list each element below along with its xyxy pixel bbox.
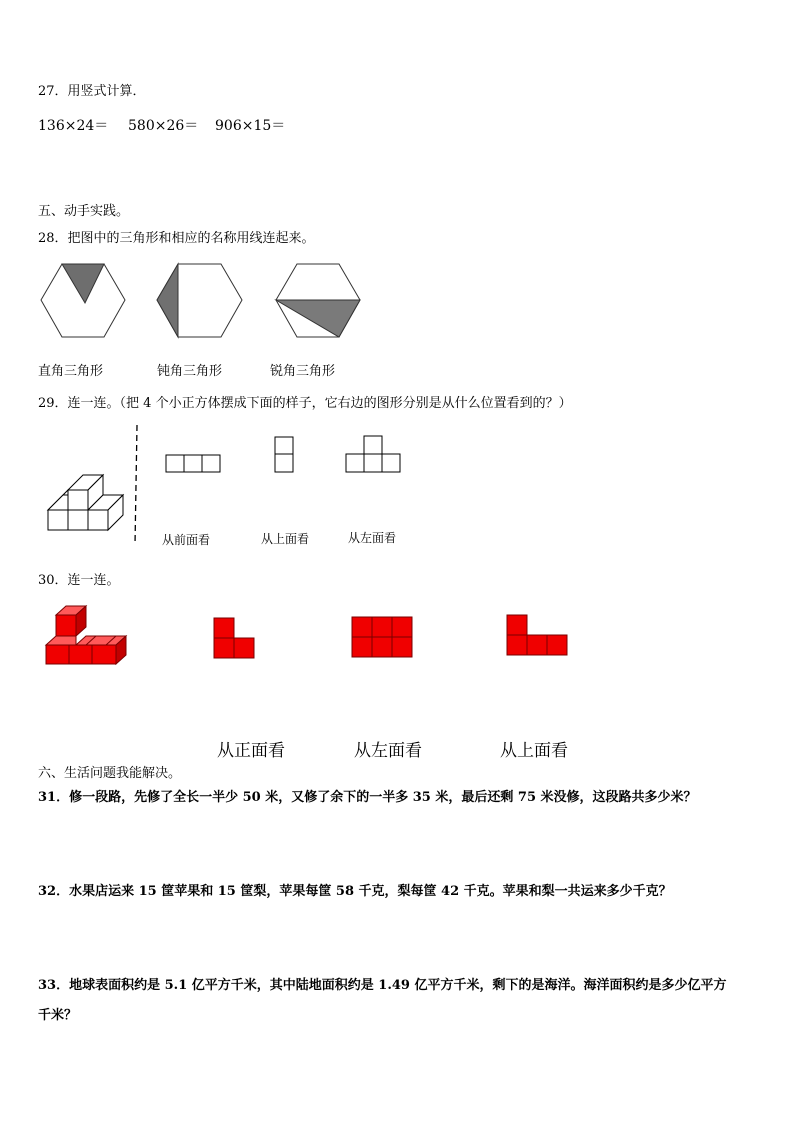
q30-label-left[interactable]: 从左面看 <box>354 741 422 761</box>
q29-label-top-view[interactable]: 从上面看 <box>261 532 310 546</box>
q27-problem-3: 906×15＝ <box>215 118 286 134</box>
q29-label-front-view[interactable]: 从前面看 <box>162 533 211 547</box>
q33-line-2: 千米？ <box>38 1008 78 1023</box>
q30-label-top[interactable]: 从上面看 <box>500 741 568 761</box>
q28-label-right-triangle[interactable]: 直角三角形 <box>38 364 104 379</box>
q27-title: 27．用竖式计算． <box>38 84 146 99</box>
q29-title: 29．连一连。（把 4 个小正方体摆成下面的样子，它右边的图形分别是从什么位置看到的？） <box>38 396 572 411</box>
q27-problem-1: 136×24＝ <box>38 118 109 134</box>
section-6-title: 六、生活问题我能解决。 <box>38 766 182 781</box>
q30-title: 30．连一连。 <box>38 573 120 588</box>
q27-problem-2: 580×26＝ <box>128 118 199 134</box>
q30-view-block[interactable] <box>352 617 412 657</box>
q30-view-l-shape[interactable] <box>214 618 254 658</box>
q32-text: 32．水果店运来 15 筐苹果和 15 筐梨，苹果每筐 58 千克，梨每筐 42 千克。苹果和梨一共运来多少千克？ <box>38 884 672 899</box>
q30-view-step-shape[interactable] <box>507 615 567 655</box>
q29-label-left-view[interactable]: 从左面看 <box>348 531 397 545</box>
q28-label-obtuse-triangle[interactable]: 钝角三角形 <box>157 364 223 379</box>
q33-line-1: 33．地球表面积约是 5.1 亿平方千米，其中陆地面积约是 1.49 亿平方千米，剩下的是海洋。海洋面积约是多少亿平方 <box>38 978 727 993</box>
q28-title: 28．把图中的三角形和相应的名称用线连起来。 <box>38 231 315 246</box>
q31-text: 31．修一段路，先修了全长一半少 50 米，又修了余下的一半多 35 米，最后还剩 75 米没修，这段路共多少米？ <box>38 790 697 805</box>
q28-label-acute-triangle[interactable]: 锐角三角形 <box>270 364 336 379</box>
q30-label-front[interactable]: 从正面看 <box>217 741 285 761</box>
section-5-title: 五、动手实践。 <box>38 204 130 219</box>
